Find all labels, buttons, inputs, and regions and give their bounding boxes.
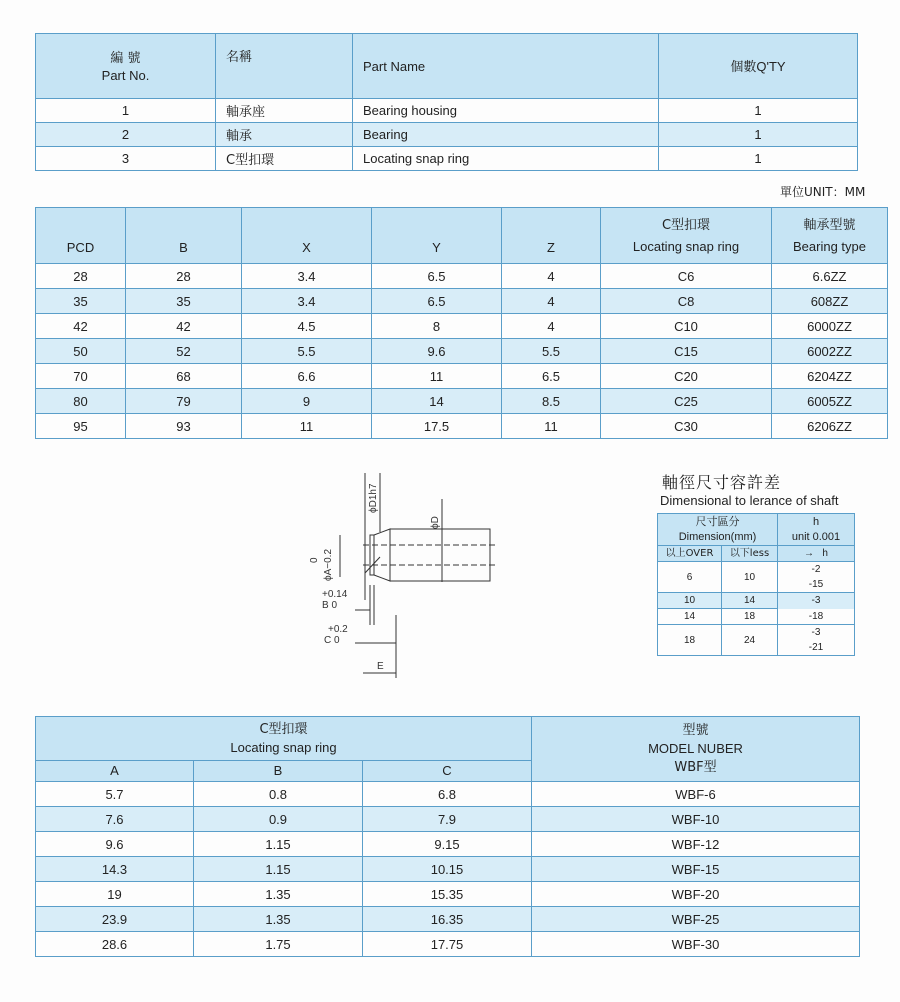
dimension-header-row — [36, 208, 888, 264]
h-subheader — [778, 546, 855, 562]
upper-cell: -2 — [778, 562, 855, 578]
snap-ring-row — [36, 882, 860, 907]
pcd-cell: 70 — [36, 364, 126, 389]
less-cell: 14 — [722, 593, 778, 609]
snap-ring-groove — [370, 535, 374, 575]
part-name-en-cell: Locating snap ring — [353, 147, 659, 171]
ring-b-cell: 1.15 — [194, 832, 363, 857]
model-cell: WBF-25 — [532, 907, 860, 932]
part-no-cell: 2 — [36, 123, 216, 147]
part-no-cell: 3 — [36, 147, 216, 171]
snap-ring-cell: C20 — [601, 364, 772, 389]
dimension-range-en: Dimension(mm) — [678, 531, 757, 543]
less-header: 以下less — [722, 546, 778, 562]
drawing-label-c-tol: +0.2 — [328, 624, 348, 635]
shaft-drawing — [295, 465, 515, 690]
snap-ring-table — [35, 716, 860, 957]
z-cell: 4 — [502, 314, 601, 339]
snap-ring-header — [601, 208, 772, 264]
model-sub: WBF型 — [674, 760, 717, 775]
over-header: 以上OVER — [658, 546, 722, 562]
ring-a-cell: 9.6 — [36, 832, 194, 857]
z-cell: 11 — [502, 414, 601, 439]
z-cell: 4 — [502, 264, 601, 289]
dimension-row — [36, 314, 888, 339]
tolerance-title: 軸徑尺寸容許差 — [662, 473, 782, 492]
qty-cell: 1 — [659, 99, 858, 123]
tolerance-row — [658, 625, 855, 641]
x-cell: 5.5 — [242, 339, 372, 364]
over-cell: 14 — [658, 609, 722, 625]
snap-ring-group-header — [36, 717, 532, 761]
dimension-row — [36, 289, 888, 314]
ring-b-cell: 1.35 — [194, 882, 363, 907]
h-sublabel: h — [822, 548, 828, 559]
part-name-en-cell: Bearing — [353, 123, 659, 147]
y-cell: 11 — [372, 364, 502, 389]
snap-ring-group-zh: C型扣環 — [259, 722, 308, 737]
pcd-cell: 80 — [36, 389, 126, 414]
less-cell: 24 — [722, 625, 778, 656]
shaft-shoulder — [374, 529, 390, 581]
pcd-cell: 28 — [36, 264, 126, 289]
z-header: Z — [502, 208, 601, 264]
model-cell: WBF-12 — [532, 832, 860, 857]
bearing-type-en: Bearing type — [793, 239, 866, 254]
drawing-label-a-tol: 0 — [309, 557, 320, 563]
bearing-type-cell: 6206ZZ — [772, 414, 888, 439]
b-cell: 42 — [126, 314, 242, 339]
x-cell: 9 — [242, 389, 372, 414]
drawing-label-b-tol: +0.14 — [322, 589, 348, 600]
part-name-en-header: Part Name — [353, 34, 659, 99]
dimension-row — [36, 414, 888, 439]
dimension-row — [36, 389, 888, 414]
b-cell: 52 — [126, 339, 242, 364]
lower-cell: -15 — [778, 577, 855, 593]
snap-ring-cell: C6 — [601, 264, 772, 289]
ring-a-cell: 14.3 — [36, 857, 194, 882]
snap-ring-cell: C15 — [601, 339, 772, 364]
snap-ring-en: Locating snap ring — [632, 239, 740, 254]
z-cell: 4 — [502, 289, 601, 314]
y-cell: 6.5 — [372, 264, 502, 289]
x-cell: 11 — [242, 414, 372, 439]
part-name-zh-cell: 軸承 — [216, 123, 353, 147]
ring-b-cell: 0.9 — [194, 807, 363, 832]
lower-cell: -21 — [778, 640, 855, 656]
tolerance-row — [658, 562, 855, 578]
ring-b-cell: 1.35 — [194, 907, 363, 932]
parts-row — [36, 147, 858, 171]
qty-header: 個數Q'TY — [659, 34, 858, 99]
x-cell: 3.4 — [242, 289, 372, 314]
x-cell: 4.5 — [242, 314, 372, 339]
bearing-type-cell: 6204ZZ — [772, 364, 888, 389]
tolerance-unit-label: unit 0.001 — [791, 530, 841, 543]
pcd-cell: 50 — [36, 339, 126, 364]
parts-header-row — [36, 34, 858, 99]
ring-a-cell: 23.9 — [36, 907, 194, 932]
model-cell: WBF-20 — [532, 882, 860, 907]
bearing-type-cell: 6.6ZZ — [772, 264, 888, 289]
drawing-label-a: ϕA−0.2 — [323, 548, 334, 581]
part-no-en: Part No. — [101, 67, 150, 83]
model-cell: WBF-10 — [532, 807, 860, 832]
tolerance-header-row — [658, 514, 855, 546]
ring-c-cell: 10.15 — [363, 857, 532, 882]
snap-ring-zh: C型扣環 — [661, 218, 711, 233]
y-cell: 14 — [372, 389, 502, 414]
part-name-en-cell: Bearing housing — [353, 99, 659, 123]
upper-cell: -3 — [778, 625, 855, 641]
snap-ring-row — [36, 907, 860, 932]
ring-a-cell: 5.7 — [36, 782, 194, 807]
bearing-type-header — [772, 208, 888, 264]
part-name-zh-header — [216, 34, 353, 99]
drawing-label-d1: ϕD1h7 — [368, 483, 379, 513]
pcd-cell: 42 — [36, 314, 126, 339]
bearing-type-zh: 軸承型號 — [803, 218, 856, 233]
ring-b-cell: 1.75 — [194, 932, 363, 957]
z-cell: 5.5 — [502, 339, 601, 364]
dimension-row — [36, 264, 888, 289]
drawing-label-e: E — [377, 661, 384, 672]
bearing-type-cell: 6005ZZ — [772, 389, 888, 414]
x-cell: 3.4 — [242, 264, 372, 289]
bearing-type-cell: 608ZZ — [772, 289, 888, 314]
qty-cell: 1 — [659, 147, 858, 171]
ring-c-cell: 6.8 — [363, 782, 532, 807]
tolerance-subtitle: Dimensional to lerance of shaft — [660, 493, 839, 508]
col-c-header: C — [363, 761, 532, 782]
qty-cell: 1 — [659, 123, 858, 147]
tolerance-h-header — [778, 514, 855, 546]
dimension-row — [36, 339, 888, 364]
tolerance-h-label: h — [812, 515, 820, 528]
y-header: Y — [372, 208, 502, 264]
part-name-zh-cell: C型扣環 — [216, 147, 353, 171]
part-no-cell: 1 — [36, 99, 216, 123]
parts-table — [35, 33, 858, 171]
ring-c-cell: 16.35 — [363, 907, 532, 932]
col-b-header: B — [194, 761, 363, 782]
tolerance-table — [657, 513, 855, 656]
lower-cell: -18 — [778, 609, 855, 625]
part-no-zh: 編 號 — [110, 50, 141, 66]
model-cell: WBF-6 — [532, 782, 860, 807]
snap-ring-row — [36, 832, 860, 857]
ring-a-cell: 28.6 — [36, 932, 194, 957]
model-en: MODEL NUBER — [648, 741, 743, 756]
b-cell: 79 — [126, 389, 242, 414]
pcd-header: PCD — [36, 208, 126, 264]
drawing-label-b: B 0 — [322, 600, 338, 611]
snap-ring-group-en: Locating snap ring — [230, 740, 337, 755]
part-name-zh-cell: 軸承座 — [216, 99, 353, 123]
snap-ring-row — [36, 807, 860, 832]
over-cell: 18 — [658, 625, 722, 656]
snap-ring-row — [36, 932, 860, 957]
y-cell: 6.5 — [372, 289, 502, 314]
b-cell: 68 — [126, 364, 242, 389]
dimension-range-header — [658, 514, 778, 546]
b-cell: 35 — [126, 289, 242, 314]
snap-ring-header-row — [36, 717, 860, 761]
b-header: B — [126, 208, 242, 264]
dimension-table — [35, 207, 888, 439]
parts-row — [36, 99, 858, 123]
over-cell: 6 — [658, 562, 722, 593]
ring-c-cell: 15.35 — [363, 882, 532, 907]
drawing-label-d: ϕD — [430, 516, 441, 529]
drawing-label-c: C 0 — [324, 635, 340, 646]
model-zh: 型號 — [682, 723, 709, 738]
y-cell: 8 — [372, 314, 502, 339]
snap-ring-row — [36, 782, 860, 807]
over-cell: 10 — [658, 593, 722, 609]
upper-cell: -3 — [778, 593, 855, 609]
snap-ring-row — [36, 857, 860, 882]
ring-c-cell: 17.75 — [363, 932, 532, 957]
parts-row — [36, 123, 858, 147]
ring-a-cell: 19 — [36, 882, 194, 907]
ring-c-cell: 7.9 — [363, 807, 532, 832]
ring-b-cell: 1.15 — [194, 857, 363, 882]
snap-ring-cell: C10 — [601, 314, 772, 339]
z-cell: 8.5 — [502, 389, 601, 414]
y-cell: 9.6 — [372, 339, 502, 364]
col-a-header: A — [36, 761, 194, 782]
part-no-header — [36, 34, 216, 99]
model-cell: WBF-15 — [532, 857, 860, 882]
z-cell: 6.5 — [502, 364, 601, 389]
shaft-body — [390, 529, 490, 581]
snap-ring-cell: C8 — [601, 289, 772, 314]
arrow-glyph: → — [804, 548, 815, 559]
model-cell: WBF-30 — [532, 932, 860, 957]
tolerance-row — [658, 593, 855, 609]
b-cell: 28 — [126, 264, 242, 289]
ring-b-cell: 0.8 — [194, 782, 363, 807]
part-name-zh-label: 名稱 — [226, 50, 253, 65]
ring-a-cell: 7.6 — [36, 807, 194, 832]
unit-label: 單位UNIT：MM — [780, 185, 866, 199]
b-cell: 93 — [126, 414, 242, 439]
pcd-cell: 95 — [36, 414, 126, 439]
bearing-type-cell: 6000ZZ — [772, 314, 888, 339]
y-cell: 17.5 — [372, 414, 502, 439]
pcd-cell: 35 — [36, 289, 126, 314]
snap-ring-cell: C30 — [601, 414, 772, 439]
tolerance-row — [658, 609, 855, 625]
tolerance-subheader-row — [658, 546, 855, 562]
dimension-row — [36, 364, 888, 389]
less-cell: 10 — [722, 562, 778, 593]
dimension-range-zh: 尺寸區分 — [695, 515, 740, 528]
ring-c-cell: 9.15 — [363, 832, 532, 857]
x-header: X — [242, 208, 372, 264]
x-cell: 6.6 — [242, 364, 372, 389]
bearing-type-cell: 6002ZZ — [772, 339, 888, 364]
less-cell: 18 — [722, 609, 778, 625]
model-header — [532, 717, 860, 782]
snap-ring-cell: C25 — [601, 389, 772, 414]
